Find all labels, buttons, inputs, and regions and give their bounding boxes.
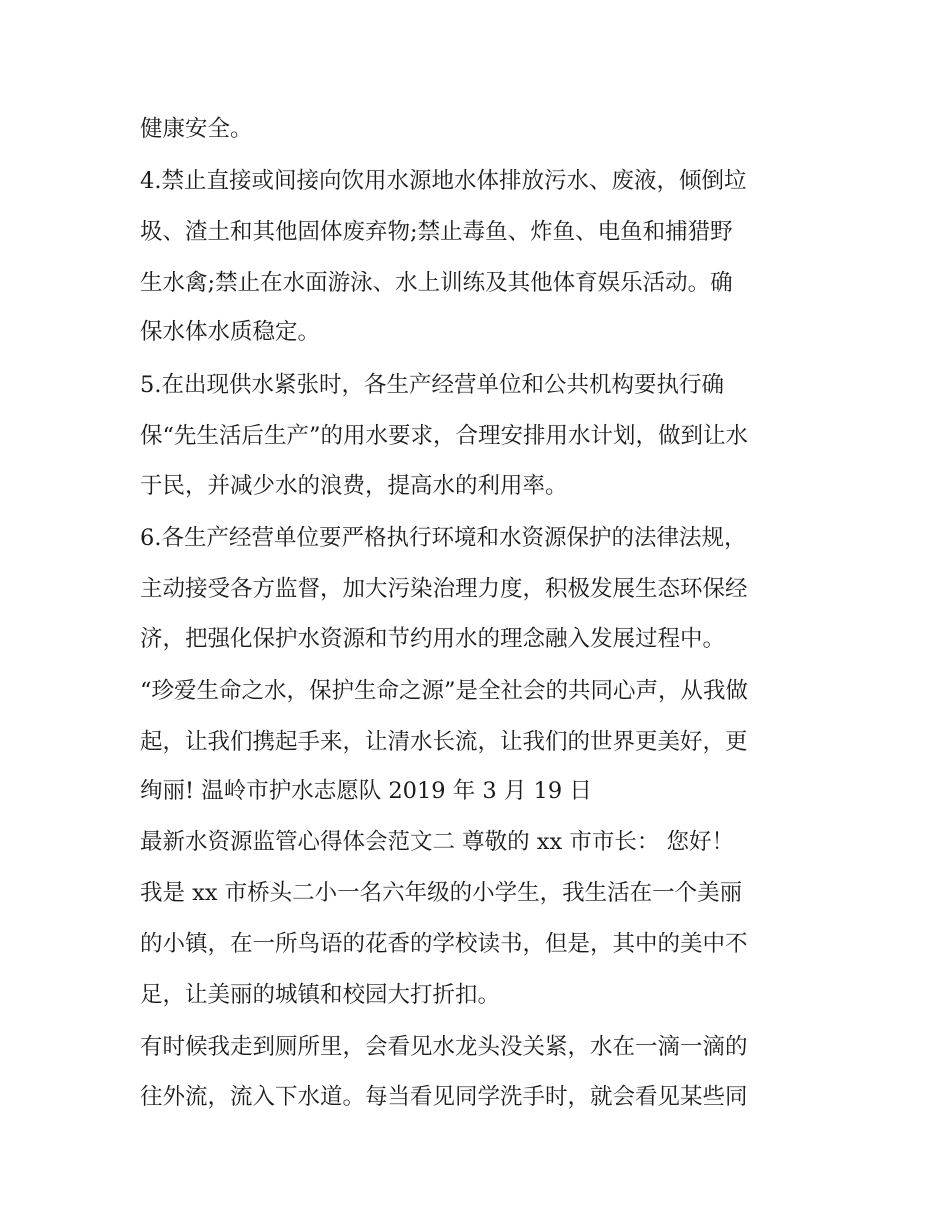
text-line: 的小镇，在一所鸟语的花香的学校读书，但是，其中的美中不 <box>140 931 748 957</box>
text-line: 5.在出现供水紧张时，各生产经营单位和公共机构要执行确 <box>140 372 724 398</box>
text-line: 保“先生活后生产”的用水要求，合理安排用水计划，做到让水 <box>140 423 749 449</box>
text-line: 济，把强化保护水资源和节约用水的理念融入发展过程中。 <box>140 626 726 652</box>
text-line: 绚丽! 温岭市护水志愿队 2019 年 3 月 19 日 <box>140 778 592 804</box>
text-line: “珍爱生命之水，保护生命之源”是全社会的共同心声，从我做 <box>140 678 749 704</box>
text-line: 足，让美丽的城镇和校园大打折扣。 <box>140 982 501 1008</box>
text-line: 有时候我走到厕所里，会看见水龙头没关紧，水在一滴一滴的 <box>140 1034 748 1060</box>
text-line: 保水体水质稳定。 <box>140 319 321 345</box>
text-line: 我是 xx 市桥头二小一名六年级的小学生，我生活在一个美丽 <box>140 880 743 906</box>
text-line: 起，让我们携起手来，让清水长流，让我们的世界更美好，更 <box>140 729 748 755</box>
text-line: 往外流，流入下水道。每当看见同学洗手时，就会看见某些同 <box>140 1084 748 1110</box>
text-line: 4.禁止直接或间接向饮用水源地水体排放污水、废液，倾倒垃 <box>140 168 747 194</box>
text-line: 于民，并减少水的浪费，提高水的利用率。 <box>140 473 568 499</box>
text-line: 生水禽;禁止在水面游泳、水上训练及其他体育娱乐活动。确 <box>140 270 733 296</box>
text-line: 最新水资源监管心得体会范文二 尊敬的 xx 市市长： 您好！ <box>140 829 734 855</box>
text-line: 主动接受各方监督，加大污染治理力度，积极发展生态环保经 <box>140 576 748 602</box>
text-line: 圾、渣土和其他固体废弃物;禁止毒鱼、炸鱼、电鱼和捕猎野 <box>140 219 733 245</box>
text-line: 6.各生产经营单位要严格执行环境和水资源保护的法律法规， <box>140 525 747 551</box>
text-line: 健康安全。 <box>140 116 253 142</box>
